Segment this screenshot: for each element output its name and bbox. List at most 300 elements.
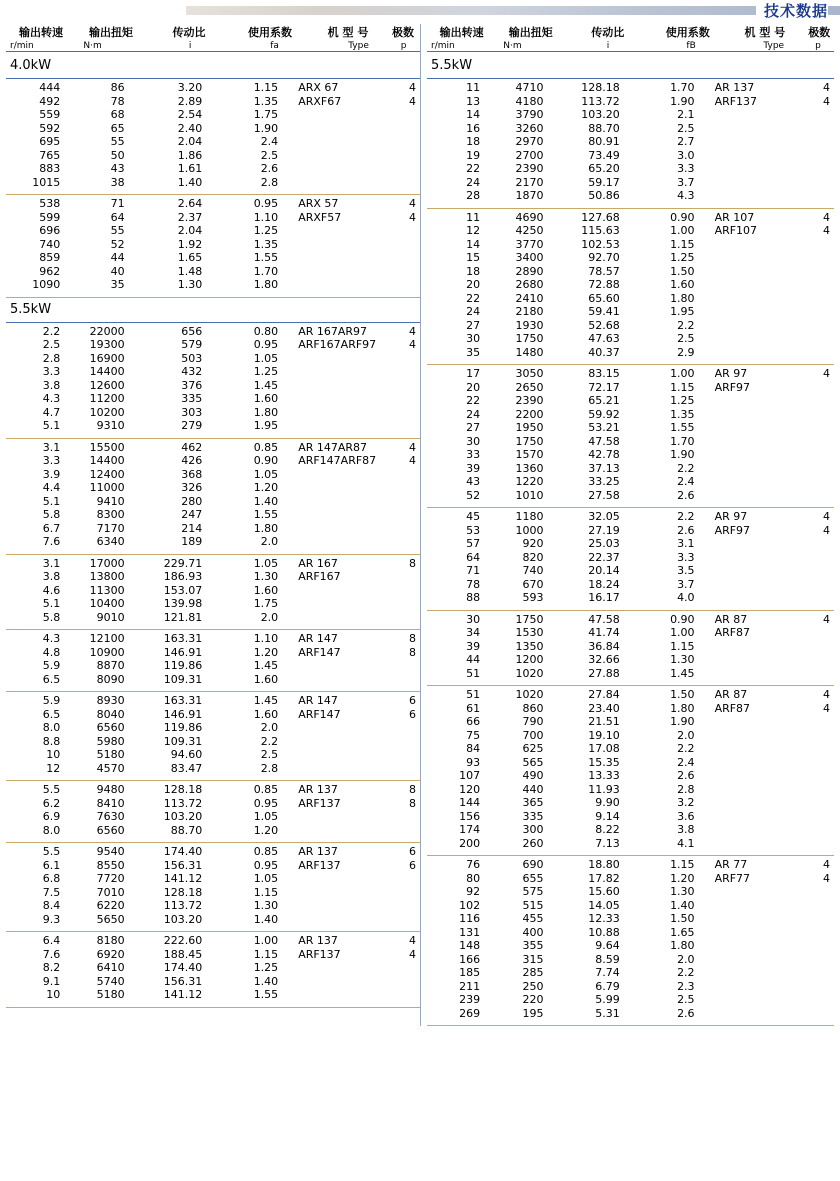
cell-output-speed: 695 [39, 135, 61, 148]
cell-output-speed: 13 [466, 94, 481, 108]
cell-ratio: 368 [181, 467, 203, 481]
cell-poles [388, 748, 420, 762]
cell-output-torque: 2970 [515, 135, 544, 148]
cell-service-factor: 0.90 [670, 612, 695, 626]
cell-output-speed: 269 [459, 1006, 481, 1020]
cell-output-speed: 7.5 [42, 885, 61, 899]
header-output-torque: 输出扭矩 [508, 26, 553, 39]
cell-ratio: 15.60 [588, 885, 620, 898]
cell-output-speed: 11 [466, 81, 481, 94]
cell-poles [803, 176, 834, 190]
cell-model [709, 980, 803, 994]
cell-output-speed: 76 [466, 858, 481, 871]
table-row [6, 95, 420, 109]
cell-ratio: 376 [181, 378, 203, 392]
cell-poles: 4 [823, 367, 830, 380]
cell-model [292, 673, 388, 687]
cell-output-speed: 30 [466, 612, 481, 626]
cell-poles [803, 939, 834, 953]
cell-ratio: 8.59 [595, 952, 620, 966]
cell-output-torque: 8300 [96, 508, 125, 521]
cell-service-factor: 2.0 [677, 952, 695, 966]
cell-service-factor: 1.15 [253, 947, 279, 961]
table-row [6, 176, 420, 190]
cell-output-speed: 166 [459, 952, 481, 966]
cell-service-factor: 1.35 [253, 94, 279, 108]
cell-output-speed: 10 [46, 748, 61, 761]
cell-service-factor: 2.6 [677, 488, 695, 502]
cell-service-factor: 1.20 [253, 645, 279, 659]
cell-model: AR 137 [298, 934, 338, 947]
cell-model [709, 394, 803, 408]
cell-service-factor: 1.20 [253, 823, 279, 837]
cell-ratio: 113.72 [163, 796, 203, 810]
cell-ratio: 128.18 [163, 885, 203, 899]
cell-ratio: 65.21 [588, 394, 620, 407]
cell-model [709, 108, 803, 122]
cell-poles [803, 475, 834, 489]
cell-service-factor: 1.25 [253, 961, 279, 974]
cell-model [709, 238, 803, 252]
data-block [427, 686, 834, 853]
cell-output-torque: 9540 [96, 845, 125, 858]
cell-output-speed: 6.7 [42, 521, 61, 535]
cell-service-factor: 1.80 [253, 521, 279, 535]
cell-poles [388, 468, 420, 482]
cell-output-speed: 39 [466, 639, 481, 653]
cell-model [709, 489, 803, 503]
cell-output-torque: 440 [522, 782, 544, 796]
cell-output-torque: 40 [110, 264, 125, 278]
cell-ratio: 27.58 [588, 488, 620, 502]
cell-output-speed: 239 [459, 993, 481, 1006]
cell-model [709, 346, 803, 360]
cell-output-torque: 515 [522, 898, 544, 912]
data-block [6, 195, 420, 295]
table-row [427, 81, 834, 95]
cell-service-factor: 1.90 [670, 94, 695, 108]
cell-output-speed: 2.8 [42, 351, 61, 365]
cell-service-factor: 4.1 [677, 836, 695, 850]
cell-service-factor: 0.95 [253, 338, 279, 351]
cell-ratio: 23.40 [588, 701, 620, 715]
cell-output-torque: 52 [110, 237, 125, 251]
cell-output-torque: 260 [522, 836, 544, 850]
cell-model [709, 305, 803, 319]
cell-model: AR 167 [298, 556, 338, 570]
cell-output-torque: 15500 [89, 440, 125, 454]
cell-model [292, 824, 388, 838]
cell-output-torque: 8090 [96, 672, 125, 686]
cell-service-factor: 1.45 [253, 694, 279, 707]
cell-poles [803, 381, 834, 395]
cell-output-torque: 820 [522, 550, 544, 564]
cell-output-speed: 3.8 [42, 570, 61, 583]
cell-service-factor: 1.15 [670, 380, 695, 394]
cell-poles [803, 912, 834, 926]
cell-output-torque: 14400 [89, 365, 125, 378]
cell-output-speed: 200 [459, 836, 481, 850]
cell-model: ARF97 [714, 380, 751, 394]
cell-output-torque: 8550 [96, 858, 125, 872]
cell-model: AR 147 [298, 632, 338, 645]
cell-output-speed: 39 [466, 461, 481, 475]
table-row [427, 578, 834, 592]
table-row [6, 535, 420, 549]
right-column [420, 24, 834, 1026]
cell-ratio: 5.31 [595, 1006, 620, 1020]
table-row [427, 715, 834, 729]
header-service-factor: 使用系数 [248, 26, 292, 39]
power-rating-label: 5.5kW [431, 58, 473, 73]
cell-output-speed: 4.3 [42, 632, 61, 645]
cell-service-factor: 1.40 [253, 494, 279, 508]
header-output-torque: 输出扭矩 [89, 26, 133, 39]
cell-poles [803, 640, 834, 654]
cell-output-speed: 34 [466, 626, 481, 639]
cell-output-torque: 1930 [515, 318, 544, 332]
cell-poles [388, 108, 420, 122]
cell-ratio: 40.37 [588, 345, 620, 359]
cell-output-torque: 4250 [515, 224, 544, 237]
cell-ratio: 88.70 [588, 121, 620, 135]
cell-ratio: 27.88 [588, 666, 620, 680]
cell-poles: 4 [409, 440, 416, 454]
cell-ratio: 121.81 [163, 610, 203, 624]
table-row [427, 95, 834, 109]
cell-ratio: 153.07 [163, 583, 203, 597]
cell-poles [388, 265, 420, 279]
table-row [6, 748, 420, 762]
cell-service-factor: 3.5 [677, 564, 695, 577]
cell-output-speed: 16 [466, 121, 481, 135]
cell-poles [803, 394, 834, 408]
cell-output-torque: 300 [522, 823, 544, 836]
cell-ratio: 52.68 [588, 318, 620, 332]
cell-model [709, 251, 803, 265]
page-title: 技术数据 [756, 0, 828, 21]
table-row [6, 392, 420, 406]
cell-output-speed: 4.4 [42, 481, 61, 494]
cell-ratio: 280 [181, 494, 203, 508]
cell-model: AR 87 [714, 612, 748, 626]
cell-output-torque: 12600 [89, 378, 125, 392]
table-row [427, 394, 834, 408]
cell-output-torque: 2390 [515, 162, 544, 175]
cell-service-factor: 1.95 [253, 419, 279, 432]
cell-output-speed: 14 [466, 108, 481, 121]
cell-ratio: 7.74 [595, 966, 620, 979]
cell-model: ARF137 [298, 796, 341, 810]
cell-poles [803, 578, 834, 592]
data-block [6, 843, 420, 929]
cell-poles [803, 278, 834, 292]
cell-output-torque: 5980 [96, 734, 125, 748]
cell-output-torque: 13800 [89, 570, 125, 583]
cell-output-speed: 22 [466, 162, 481, 175]
cell-output-torque: 50 [110, 148, 125, 162]
cell-poles [388, 135, 420, 149]
subheader-type: Type [763, 41, 785, 51]
cell-model: ARF77 [714, 871, 751, 885]
cell-output-torque: 250 [522, 979, 544, 993]
cell-output-speed: 116 [459, 912, 481, 925]
table-row [427, 332, 834, 346]
cell-service-factor: 0.85 [253, 440, 279, 454]
cell-model: AR 167AR97 [298, 324, 368, 338]
cell-ratio: 33.25 [588, 475, 620, 488]
cell-model [709, 810, 803, 824]
cell-ratio: 47.58 [588, 434, 620, 448]
cell-output-speed: 35 [466, 345, 481, 359]
cell-service-factor: 1.75 [253, 108, 279, 121]
table-row [6, 557, 420, 571]
cell-service-factor: 1.15 [253, 885, 279, 899]
cell-model: AR 137 [298, 845, 338, 858]
cell-output-speed: 84 [466, 742, 481, 755]
cell-ratio: 1.86 [177, 148, 203, 162]
cell-ratio: 9.90 [595, 796, 620, 809]
cell-poles [803, 1007, 834, 1021]
cell-service-factor: 2.5 [677, 993, 695, 1006]
table-row [6, 211, 420, 225]
table-row [427, 912, 834, 926]
cell-poles [803, 756, 834, 770]
table-row [427, 966, 834, 980]
table-row [6, 251, 420, 265]
cell-poles [803, 421, 834, 435]
cell-poles: 4 [409, 454, 416, 467]
cell-poles: 4 [823, 612, 830, 626]
cell-ratio: 186.93 [163, 570, 203, 583]
table-row [6, 122, 420, 136]
cell-output-torque: 1180 [515, 510, 544, 523]
cell-ratio: 303 [181, 405, 203, 419]
cell-service-factor: 2.6 [677, 1006, 695, 1020]
cell-poles [388, 162, 420, 176]
cell-service-factor: 2.9 [677, 345, 695, 359]
table-row [427, 796, 834, 810]
cell-poles: 8 [409, 556, 416, 570]
cell-output-speed: 599 [39, 210, 61, 224]
cell-model [709, 769, 803, 783]
cell-ratio: 146.91 [163, 645, 203, 659]
cell-poles [388, 988, 420, 1002]
cell-output-torque: 1360 [515, 461, 544, 475]
cell-poles [388, 913, 420, 927]
cell-poles [388, 238, 420, 252]
cell-service-factor: 2.4 [677, 475, 695, 488]
cell-service-factor: 1.25 [670, 251, 695, 264]
cell-ratio: 59.41 [588, 305, 620, 318]
table-row [427, 189, 834, 203]
cell-output-speed: 765 [39, 148, 61, 162]
cell-output-speed: 3.3 [42, 454, 61, 467]
cell-service-factor: 2.0 [677, 728, 695, 742]
cell-poles [388, 122, 420, 136]
cell-output-torque: 5740 [96, 974, 125, 988]
cell-service-factor: 1.40 [670, 898, 695, 912]
cell-poles: 8 [409, 796, 416, 810]
cell-model: ARF147ARF87 [298, 454, 377, 467]
cell-poles: 4 [823, 81, 830, 94]
subheader-i: i [188, 41, 192, 51]
cell-output-torque: 4180 [515, 94, 544, 108]
right-table-subheader [427, 41, 834, 51]
cell-output-torque: 490 [522, 769, 544, 782]
cell-ratio: 2.54 [177, 108, 203, 121]
cell-model: ARF137 [298, 858, 341, 872]
cell-ratio: 2.89 [177, 94, 203, 108]
cell-poles [803, 462, 834, 476]
cell-model [709, 939, 803, 953]
header-service-factor: 使用系数 [665, 26, 710, 39]
cell-ratio: 113.72 [581, 94, 620, 108]
cell-service-factor: 1.50 [670, 912, 695, 925]
table-row [6, 735, 420, 749]
cell-output-speed: 43 [466, 475, 481, 488]
table-row [427, 640, 834, 654]
cell-output-speed: 8.4 [42, 899, 61, 912]
cell-output-speed: 9.3 [42, 912, 61, 926]
cell-output-torque: 625 [522, 742, 544, 755]
cell-service-factor: 0.95 [253, 858, 279, 872]
cell-output-speed: 5.5 [42, 845, 61, 858]
cell-output-torque: 1480 [515, 345, 544, 359]
cell-model: AR 147 [298, 694, 338, 707]
cell-poles [388, 522, 420, 536]
cell-poles: 4 [823, 210, 830, 224]
cell-ratio: 214 [181, 521, 203, 535]
cell-poles [803, 108, 834, 122]
cell-model: ARX 67 [298, 81, 339, 94]
cell-ratio: 13.33 [588, 769, 620, 782]
table-row [427, 899, 834, 913]
cell-service-factor: 3.3 [677, 550, 695, 564]
cell-service-factor: 3.8 [677, 823, 695, 836]
header-ratio: 传动比 [591, 26, 625, 39]
cell-service-factor: 1.25 [253, 224, 279, 237]
cell-model [292, 278, 388, 292]
cell-output-torque: 220 [522, 993, 544, 1006]
cell-service-factor: 1.95 [670, 305, 695, 318]
cell-ratio: 21.51 [588, 715, 620, 728]
cell-output-speed: 8.8 [42, 734, 61, 748]
cell-service-factor: 1.90 [670, 448, 695, 461]
data-block [6, 323, 420, 436]
cell-ratio: 17.82 [588, 871, 620, 885]
cell-ratio: 37.13 [588, 461, 620, 475]
cell-output-speed: 12 [46, 761, 61, 775]
cell-service-factor: 2.6 [677, 523, 695, 537]
table-row [427, 953, 834, 967]
cell-output-torque: 64 [110, 210, 125, 224]
cell-output-torque: 43 [110, 162, 125, 175]
cell-output-torque: 68 [110, 108, 125, 121]
cell-output-torque: 9010 [96, 610, 125, 624]
table-row [427, 346, 834, 360]
table-row [427, 224, 834, 238]
cell-service-factor: 3.0 [677, 148, 695, 162]
cell-output-speed: 6.1 [42, 858, 61, 872]
cell-output-torque: 71 [110, 197, 125, 210]
table-row [6, 365, 420, 379]
cell-service-factor: 1.00 [670, 626, 695, 639]
cell-service-factor: 1.60 [253, 707, 279, 721]
cell-ratio: 222.60 [163, 934, 203, 947]
cell-output-speed: 71 [466, 564, 481, 577]
cell-ratio: 92.70 [588, 251, 620, 264]
cell-model [292, 135, 388, 149]
table-row [6, 708, 420, 722]
cell-model [292, 535, 388, 549]
cell-model [292, 522, 388, 536]
cell-output-torque: 790 [522, 715, 544, 728]
cell-ratio: 109.31 [163, 734, 203, 748]
cell-service-factor: 1.15 [670, 858, 695, 871]
cell-output-torque: 740 [522, 564, 544, 577]
cell-output-speed: 24 [466, 407, 481, 421]
cell-poles [803, 729, 834, 743]
cell-service-factor: 1.40 [253, 912, 279, 926]
cell-service-factor: 1.70 [670, 434, 695, 448]
cell-model: ARXF57 [298, 210, 342, 224]
cell-model [709, 783, 803, 797]
cell-ratio: 47.63 [588, 332, 620, 345]
cell-ratio: 462 [181, 440, 203, 454]
cell-output-speed: 30 [466, 434, 481, 448]
data-block [6, 79, 420, 192]
table-row [6, 454, 420, 468]
cell-model [292, 762, 388, 776]
cell-service-factor: 2.8 [260, 175, 279, 189]
table-row [427, 510, 834, 524]
cell-output-torque: 22000 [89, 324, 125, 338]
cell-ratio: 115.63 [581, 224, 620, 237]
subheader-p: p [815, 41, 821, 51]
cell-ratio: 11.93 [588, 782, 620, 796]
table-row [6, 522, 420, 536]
cell-ratio: 156.31 [163, 974, 203, 988]
cell-poles [803, 993, 834, 1007]
cell-output-torque: 16900 [89, 351, 125, 365]
cell-output-speed: 444 [39, 81, 61, 94]
cell-service-factor: 0.90 [670, 210, 695, 224]
cell-output-torque: 7720 [96, 872, 125, 885]
table-row [427, 742, 834, 756]
cell-ratio: 247 [181, 508, 203, 521]
power-rating-label: 5.5kW [10, 301, 52, 317]
cell-poles [803, 953, 834, 967]
cell-output-speed: 11 [466, 210, 481, 224]
cell-output-torque: 12400 [89, 467, 125, 481]
cell-model [292, 611, 388, 625]
cell-output-torque: 1200 [515, 653, 544, 666]
cell-output-torque: 455 [522, 912, 544, 925]
right-table-header [427, 24, 834, 41]
cell-output-torque: 1350 [515, 639, 544, 653]
cell-service-factor: 2.2 [677, 318, 695, 332]
cell-ratio: 103.20 [581, 108, 620, 121]
cell-model [709, 912, 803, 926]
cell-output-speed: 5.5 [42, 783, 61, 796]
cell-poles [803, 966, 834, 980]
cell-output-torque: 4690 [515, 210, 544, 224]
cell-output-torque: 10900 [89, 645, 125, 659]
cell-ratio: 9.64 [595, 939, 620, 952]
cell-output-torque: 8930 [96, 694, 125, 707]
cell-output-speed: 148 [459, 939, 481, 952]
